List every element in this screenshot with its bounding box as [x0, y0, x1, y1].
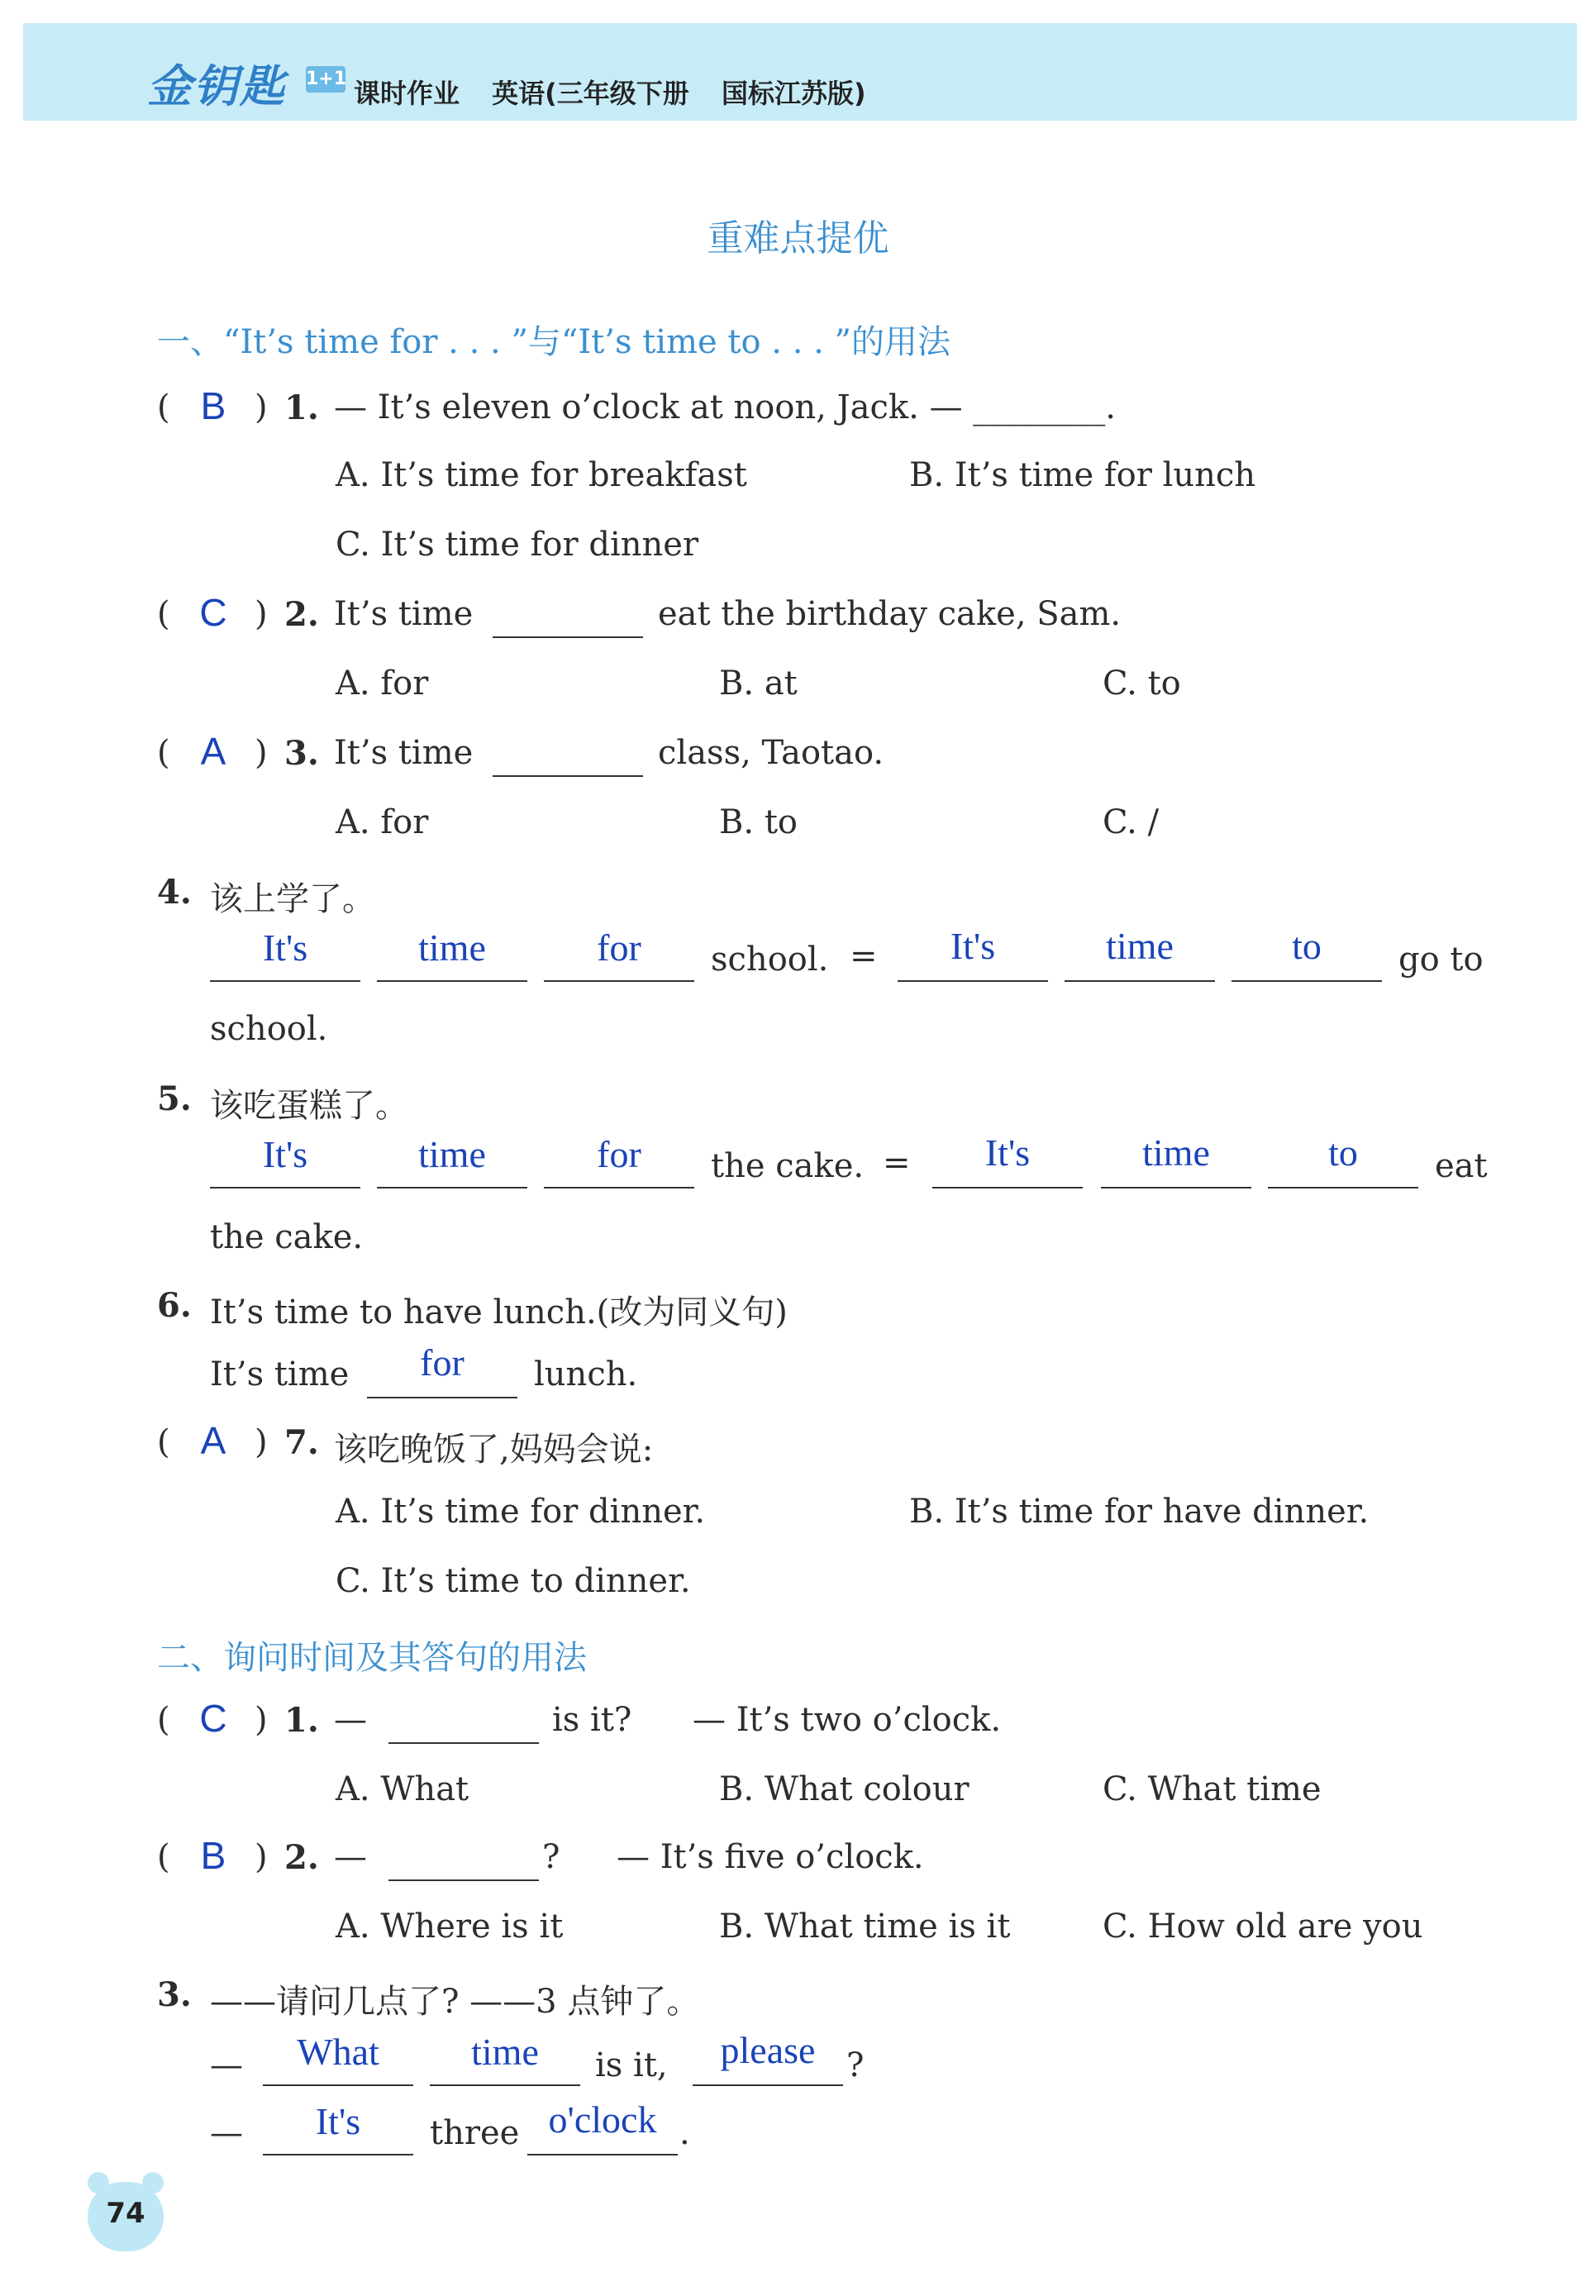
answer-blank[interactable]: [527, 2154, 678, 2155]
part1-heading: 一、“It’s time for . . . ”与“It’s time to . . . ”的用法: [157, 323, 950, 361]
header-subtitle: [354, 73, 889, 111]
option-c: C. It’s time for dinner: [336, 526, 699, 564]
question-number: 7.: [284, 1423, 319, 1462]
page-number: 74: [106, 2197, 145, 2230]
answer-paren-open: (: [157, 595, 170, 633]
question-stem-b: lunch.: [534, 1355, 638, 1393]
answer-paren-open: (: [157, 1838, 170, 1876]
filled-answer: time: [1142, 1131, 1210, 1174]
option-a: A. It’s time for breakfast: [336, 456, 747, 494]
answer-blank[interactable]: [493, 636, 643, 638]
question-stem-a: It’s time: [334, 734, 474, 772]
answer-choice: A: [200, 1419, 226, 1462]
question-mark: ?: [542, 1838, 560, 1876]
option-c: C. to: [1103, 665, 1181, 703]
question-mark: ?: [846, 2046, 865, 2084]
sentence-text: eat: [1435, 1147, 1488, 1185]
answer-blank[interactable]: [210, 1187, 360, 1188]
option-a: A. What: [336, 1770, 469, 1808]
answer-blank[interactable]: [367, 1397, 517, 1398]
answer-paren-close: ): [255, 1701, 268, 1739]
filled-answer: time: [1106, 925, 1174, 967]
answer-blank[interactable]: [1065, 980, 1215, 982]
sentence-text: three: [430, 2114, 520, 2152]
filled-answer: to: [1292, 925, 1322, 967]
sentence-text: the cake.: [210, 1218, 364, 1256]
sentence-text: go to: [1398, 941, 1484, 979]
answer-blank[interactable]: [544, 980, 694, 982]
dialogue-dash: —: [210, 2046, 243, 2084]
answer-blank[interactable]: [1101, 1187, 1251, 1188]
filled-answer: It's: [262, 926, 308, 969]
answer-blank[interactable]: [263, 2154, 413, 2155]
question-stem-a: It’s time: [210, 1355, 350, 1393]
answer-blank[interactable]: [210, 980, 360, 982]
answer-blank[interactable]: [932, 1187, 1083, 1188]
brand-logo: 金钥匙: [147, 60, 286, 112]
answer-paren-open: (: [157, 1423, 170, 1461]
answer-blank[interactable]: [898, 980, 1048, 982]
filled-answer: What: [297, 2031, 379, 2073]
filled-answer: to: [1328, 1131, 1358, 1174]
question-number: 1.: [284, 1701, 319, 1740]
option-c: C. How old are you: [1103, 1908, 1423, 1946]
answer-paren-open: (: [157, 734, 170, 772]
dialogue-dash: —: [210, 2114, 243, 2152]
question-prompt: 该上学了。: [210, 880, 375, 918]
question-stem-a: It’s time: [334, 595, 474, 633]
option-b: B. It’s time for lunch: [909, 456, 1256, 494]
filled-answer: It's: [984, 1131, 1031, 1174]
option-a: A. for: [336, 803, 429, 841]
header-subject: 英语(三年级下册: [492, 78, 689, 109]
answer-blank[interactable]: [377, 980, 527, 982]
sentence-text: is it,: [595, 2046, 668, 2084]
answer-paren-close: ): [255, 388, 268, 426]
filled-answer: for: [597, 926, 641, 969]
answer-blank[interactable]: [493, 775, 643, 777]
option-b: B. It’s time for have dinner.: [909, 1493, 1370, 1531]
question-number: 4.: [157, 873, 192, 912]
dialogue-reply: — It’s two o’clock.: [693, 1701, 1002, 1739]
question-prompt: 该吃蛋糕了。: [210, 1087, 408, 1125]
answer-blank[interactable]: [388, 1742, 539, 1744]
question-stem: 该吃晚饭了,妈妈会说:: [334, 1431, 654, 1469]
question-number: 3.: [157, 1975, 192, 2014]
question-prompt: ——请问几点了? ——3 点钟了。: [210, 1983, 700, 2021]
answer-blank[interactable]: [388, 1879, 539, 1881]
part2-heading: 二、询问时间及其答句的用法: [157, 1639, 587, 1677]
answer-paren-close: ): [255, 1423, 268, 1461]
question-stem-b: class, Taotao.: [658, 734, 884, 772]
answer-paren-close: ): [255, 1838, 268, 1876]
answer-blank[interactable]: [544, 1187, 694, 1188]
period: .: [679, 2114, 690, 2152]
question-number: 5.: [157, 1079, 192, 1118]
answer-paren-open: (: [157, 388, 170, 426]
answer-blank[interactable]: [693, 2084, 843, 2086]
filled-answer: for: [420, 1341, 465, 1384]
filled-answer: It's: [262, 1133, 308, 1175]
header-edition: 国标江苏版): [721, 78, 866, 109]
sentence-text: school.: [711, 941, 829, 979]
filled-answer: time: [418, 926, 486, 969]
question-number: 1.: [284, 388, 319, 427]
header-series: 课时作业: [354, 78, 460, 109]
filled-answer: for: [597, 1133, 641, 1175]
option-b: B. to: [719, 803, 798, 841]
answer-choice: B: [200, 1834, 226, 1877]
answer-blank[interactable]: [1268, 1187, 1418, 1188]
question-number: 3.: [284, 734, 319, 773]
option-b: B. What colour: [719, 1770, 970, 1808]
option-a: A. It’s time for dinner.: [336, 1493, 706, 1531]
option-c: C. It’s time to dinner.: [336, 1562, 691, 1600]
question-number: 2.: [284, 1838, 319, 1877]
question-stem: — It’s eleven o’clock at noon, Jack. — ________.: [334, 388, 1116, 426]
answer-paren-open: (: [157, 1701, 170, 1739]
dialogue-dash: —: [334, 1838, 367, 1876]
dialogue-reply: — It’s five o’clock.: [617, 1838, 924, 1876]
option-b: B. at: [719, 665, 798, 703]
option-a: A. Where is it: [336, 1908, 564, 1946]
filled-answer: It's: [315, 2100, 361, 2142]
option-b: B. What time is it: [719, 1908, 1011, 1946]
answer-blank[interactable]: [430, 2084, 580, 2086]
question-number: 6.: [157, 1286, 192, 1325]
question-number: 2.: [284, 595, 319, 634]
answer-choice: A: [200, 730, 226, 773]
answer-blank[interactable]: [263, 2084, 413, 2086]
equals-sign: =: [850, 937, 878, 975]
filled-answer: please: [720, 2029, 816, 2071]
answer-blank[interactable]: [1232, 980, 1382, 982]
question-prompt: It’s time to have lunch.(改为同义句): [210, 1293, 788, 1331]
option-c: C. /: [1103, 803, 1160, 841]
filled-answer: o'clock: [548, 2098, 657, 2141]
section-title: 重难点提优: [707, 217, 889, 260]
filled-answer: time: [418, 1133, 486, 1175]
filled-answer: time: [471, 2031, 539, 2073]
option-a: A. for: [336, 665, 429, 703]
equals-sign: =: [883, 1144, 911, 1182]
answer-choice: B: [200, 384, 226, 427]
answer-choice: C: [199, 1697, 227, 1740]
sentence-text: the cake.: [711, 1147, 865, 1185]
question-stem-b: is it?: [552, 1701, 632, 1739]
answer-paren-close: ): [255, 734, 268, 772]
question-stem-b: eat the birthday cake, Sam.: [658, 595, 1122, 633]
option-c: C. What time: [1103, 1770, 1322, 1808]
brand-logo-badge: 1+1: [306, 66, 345, 93]
answer-choice: C: [199, 591, 227, 634]
answer-paren-close: ): [255, 595, 268, 633]
answer-blank[interactable]: [377, 1187, 527, 1188]
dialogue-dash: —: [334, 1701, 367, 1739]
sentence-text: school.: [210, 1010, 328, 1048]
filled-answer: It's: [950, 925, 996, 967]
